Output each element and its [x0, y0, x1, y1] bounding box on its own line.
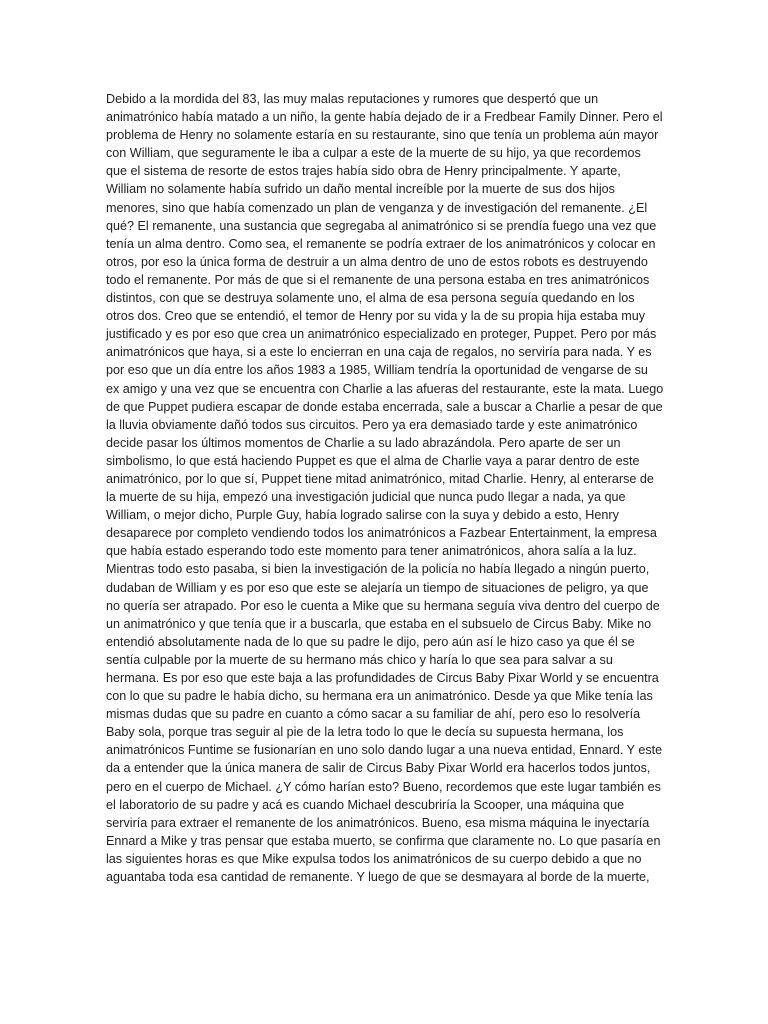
- text-line: la muerte de su hija, empezó una investigación judicial que nunca pudo llegar a nada, ya que: [106, 490, 626, 505]
- text-line: menores, sino que había comenzado un plan de venganza y de investigación del remanente. ¿El: [106, 200, 648, 215]
- text-line: por eso que un día entre los años 1983 a 1985, William tendría la oportunidad de vengarse de su: [106, 363, 648, 378]
- text-line: aguantaba toda esa cantidad de remanente. Y luego de que se desmayara al borde de la muerte,: [106, 870, 650, 885]
- text-line: Mientras todo esto pasaba, si bien la investigación de la policía no había llegado a ningún puerto,: [106, 562, 650, 577]
- text-line: con lo que su padre le había dicho, su hermana era un animatrónico. Desde ya que Mike tenía las: [106, 689, 653, 704]
- text-line: que el sistema de resorte de estos trajes había sido obra de Henry principalmente. Y aparte,: [106, 164, 621, 179]
- text-line: otros dos. Creo que se entendió, el temor de Henry por su vida y la de su propia hija estaba muy: [106, 309, 646, 324]
- text-line: de que Puppet pudiera escapar de donde estaba encerrada, sale a buscar a Charlie a pesar de que: [106, 399, 663, 414]
- text-line: Baby sola, porque tras seguir al pie de la letra todo lo que le decía su supuesta hermana, los: [106, 725, 624, 740]
- text-line: un animatrónico y que tenía que ir a buscarla, que estaba en el subsuelo de Circus Baby. Mike no: [106, 616, 652, 631]
- text-line: decide pasar los últimos momentos de Charlie a su lado abrazándola. Pero aparte de ser un: [106, 435, 621, 450]
- text-line: hermana. Es por eso que este baja a las profundidades de Circus Baby Pixar World y se encuentra: [106, 671, 659, 685]
- text-line: William, o mejor dicho, Purple Guy, había logrado salirse con la suya y debido a esto, Henry: [106, 508, 619, 523]
- text-line: animatrónicos que haya, si a este lo encierran en una caja de regalos, no serviría para nada. Y es: [106, 345, 652, 360]
- text-line: tenía un alma dentro. Como sea, el remanente se podría extraer de los animatrónicos y colocar en: [106, 236, 656, 251]
- text-line: Debido a la mordida del 83, las muy malas reputaciones y rumores que despertó que un: [106, 92, 599, 106]
- text-line: mismas dudas que su padre en cuanto a cómo sacar a su familiar de ahí, pero eso lo resolvería: [106, 707, 641, 722]
- text-line: da a entender que la única manera de salir de Circus Baby Pixar World era hacerlos todos juntos,: [106, 761, 651, 776]
- text-line: con William, que seguramente le iba a culpar a este de la muerte de su hijo, ya que recordemos: [106, 146, 641, 161]
- text-line: la lluvia obviamente dañó todos sus circuitos. Pero ya era demasiado tarde y este animatrónico: [106, 417, 638, 432]
- text-line: otros, por eso la única forma de destruir a un alma dentro de uno de estos robots es destruyendo: [106, 254, 648, 269]
- text-line: pero en el cuerpo de Michael. ¿Y cómo harían esto? Bueno, recordemos que este lugar también es: [106, 779, 661, 794]
- text-line: qué? El remanente, una sustancia que segregaba al animatrónico si se prendía fuego una vez que: [106, 218, 657, 233]
- text-line: justificado y es por eso que crea un animatrónico especializado en proteger, Puppet. Pero por más: [106, 327, 657, 342]
- text-line: que había estado esperando todo este momento para tener animatrónicos, ahora salía a la luz.: [106, 544, 637, 559]
- text-line: animatrónicos Funtime se fusionarían en uno solo dando lugar a una nueva entidad, Ennard. Y este: [106, 743, 663, 758]
- text-line: William no solamente había sufrido un daño mental increíble por la muerte de sus dos hijos: [106, 182, 615, 197]
- text-line: desaparece por completo vendiendo todos los animatrónicos a Fazbear Entertainment, la empresa: [106, 526, 657, 541]
- text-line: ex amigo y una vez que se encuentra con Charlie a las afueras del restaurante, este la mata. Luego: [106, 381, 664, 396]
- text-line: dudaban de William y es por eso que este se alejaría un tiempo de situaciones de peligro, ya que: [106, 580, 649, 595]
- text-line: todo el remanente. Por más de que si el remanente de una persona estaba en tres animatrónicos: [106, 272, 650, 287]
- text-line: distintos, con que se destruya solamente uno, el alma de esa persona seguía quedando en los: [106, 291, 635, 306]
- text-line: Ennard a Mike y tras pensar que estaba muerto, se confirma que claramente no. Lo que pasaría en: [106, 833, 661, 848]
- text-line: entendió absolutamente nada de lo que su padre le dijo, pero aún así le hizo caso ya que él se: [106, 634, 635, 649]
- text-line: las siguientes horas es que Mike expulsa todos los animatrónicos de su cuerpo debido a que no: [106, 851, 642, 866]
- text-line: serviría para extraer el remanente de los animatrónicos. Bueno, esa misma máquina le inyectaría: [106, 815, 650, 830]
- text-line: no quería ser atrapado. Por eso le cuenta a Mike que su hermana seguía viva dentro del cuerpo de: [106, 598, 660, 613]
- text-line: el laboratorio de su padre y acá es cuando Michael descubriría la Scooper, una máquina que: [106, 797, 625, 812]
- text-line: sentía culpable por la muerte de su hermano más chico y haría lo que sea para salvar a su: [106, 652, 613, 667]
- body-paragraph: [106, 90, 666, 886]
- text-line: simbolismo, lo que está haciendo Puppet es que el alma de Charlie vaya a parar dentro de este: [106, 453, 640, 468]
- text-line: problema de Henry no solamente estaría en su restaurante, sino que tenía un problema aún mayor: [106, 128, 659, 143]
- text-line: animatrónico había matado a un niño, la gente había dejado de ir a Fredbear Family Dinner. Pero el: [106, 110, 663, 125]
- text-line: animatrónico, por lo que sí, Puppet tiene mitad animatrónico, mitad Charlie. Henry, al enterarse de: [106, 471, 654, 486]
